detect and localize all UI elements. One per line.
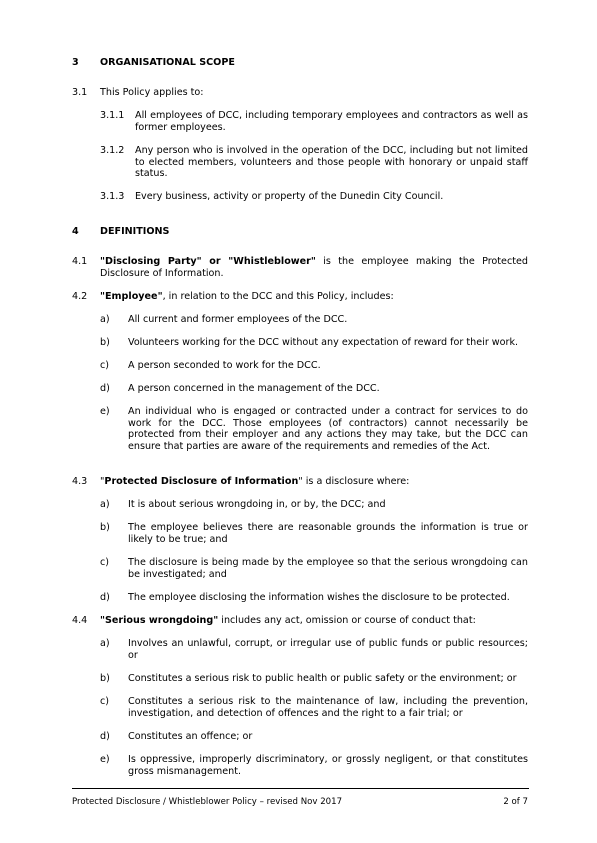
clause-4-4-a-number: a) [100,638,110,649]
clause-4-1-number: 4.1 [72,256,88,267]
footer-title: Protected Disclosure / Whistleblower Policy – revised Nov 2017 [72,797,343,807]
clause-4-4-b-number: b) [100,673,110,684]
clause-4-3-number: 4.3 [72,476,88,487]
clause-4-1-text [100,256,528,279]
clause-4-1-term: "Disclosing Party" or "Whistleblower" [100,256,316,267]
clause-3-1-1-text: All employees of DCC, including temporary employees and contractors as well as former employees. [135,110,528,133]
clause-4-2-d-text: A person concerned in the management of the DCC. [128,383,380,394]
clause-4-3-a-number: a) [100,499,110,510]
clause-4-4-c-number: c) [100,696,110,707]
clause-4-2-c-text: A person seconded to work for the DCC. [128,360,321,371]
clause-4-4-number: 4.4 [72,615,88,626]
clause-4-3-quote: " [100,476,105,487]
clause-4-3-d-number: d) [100,592,110,603]
clause-4-4-body: includes any act, omission or course of conduct that: [218,615,476,626]
clause-3-1-1-number: 3.1.1 [100,110,125,121]
clause-4-4-b-text: Constitutes a serious risk to public health or public safety or the environment; or [128,673,517,684]
section-4-number: 4 [72,226,79,237]
clause-4-3-text [100,476,528,488]
clause-4-2-e-text: An individual who is engaged or contracted under a contract for services to do work for the DCC. Those employees (of contractors) cannot necessarily be protected from their employer and any actions they may take, but the DCC can ensure that parties are aware of the requirements and remedies of the Act. [128,406,528,452]
clause-4-4-e-number: e) [100,754,110,765]
clause-3-1-2-number: 3.1.2 [100,145,125,156]
clause-3-1-3-number: 3.1.3 [100,191,125,202]
clause-4-2-b-text: Volunteers working for the DCC without any expectation of reward for their work. [128,337,519,348]
clause-4-3-body: " is a disclosure where: [298,476,410,487]
clause-4-1-body: is the employee making the Protected Disclosure of Information. [100,256,528,279]
clause-3-1-number: 3.1 [72,87,88,98]
clause-4-4-e-text: Is oppressive, improperly discriminatory, or grossly negligent, or that constitutes gross mismanagement. [128,754,528,777]
clause-4-4-d-text: Constitutes an offence; or [128,731,253,742]
clause-4-2-a-text: All current and former employees of the DCC. [128,314,348,325]
clause-4-3-b-text: The employee believes there are reasonable grounds the information is true or likely to be true; and [128,522,528,545]
clause-3-1-2-text: Any person who is involved in the operation of the DCC, including but not limited to elected members, volunteers and those people with honorary or unpaid staff status. [135,145,528,180]
clause-4-2-c-number: c) [100,360,110,371]
clause-4-2-number: 4.2 [72,291,88,302]
section-4-title: DEFINITIONS [100,226,170,237]
clause-4-2-text [100,291,528,303]
clause-4-3-d-text: The employee disclosing the information wishes the disclosure to be protected. [128,592,510,603]
clause-4-4-term: "Serious wrongdoing" [100,615,219,626]
clause-4-2-a-number: a) [100,314,110,325]
clause-4-4-c-text: Constitutes a serious risk to the maintenance of law, including the prevention, investigation, and detection of offences and the right to a fair trial; or [128,696,528,719]
clause-4-3-c-number: c) [100,557,110,568]
clause-4-4-text [100,615,528,627]
clause-4-3-c-text: The disclosure is being made by the employee so that the serious wrongdoing can be investigated; and [128,557,528,580]
clause-3-1-3-text: Every business, activity or property of the Dunedin City Council. [135,191,444,202]
clause-4-3-b-number: b) [100,522,110,533]
clause-4-4-d-number: d) [100,731,110,742]
clause-4-2-body: , in relation to the DCC and this Policy, includes: [162,291,394,302]
section-3-number: 3 [72,57,79,68]
section-3-title: ORGANISATIONAL SCOPE [100,57,235,68]
clause-4-2-term: "Employee" [100,291,163,302]
clause-4-3-a-text: It is about serious wrongdoing in, or by, the DCC; and [128,499,386,510]
clause-4-4-a-text: Involves an unlawful, corrupt, or irregular use of public funds or public resources; or [128,638,528,661]
clause-4-3-term: Protected Disclosure of Information [104,476,299,487]
footer-page-number: 2 of 7 [503,797,528,807]
clause-4-2-b-number: b) [100,337,110,348]
clause-4-2-d-number: d) [100,383,110,394]
clause-4-2-e-number: e) [100,406,110,417]
footer-divider [72,788,529,789]
clause-3-1-text: This Policy applies to: [100,87,204,98]
